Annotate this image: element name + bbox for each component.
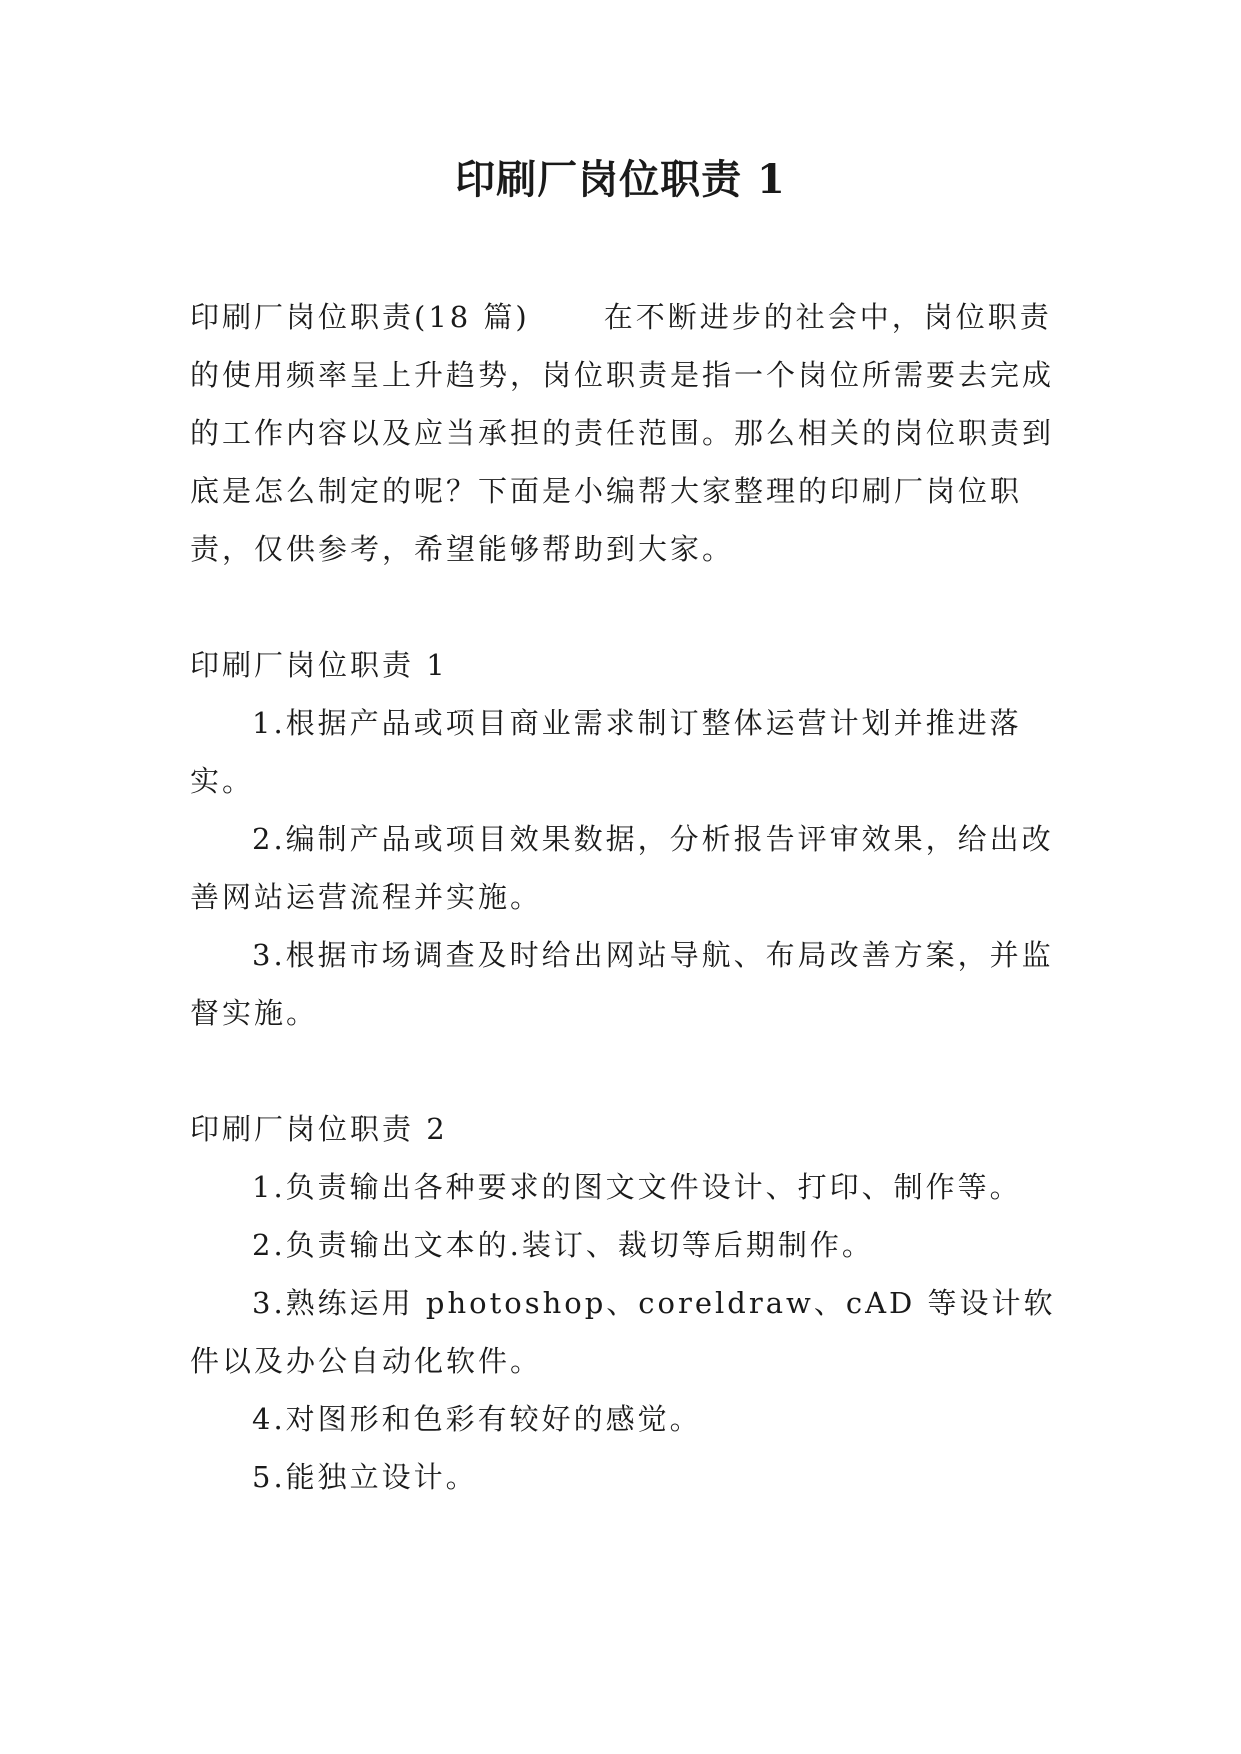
section-heading: 印刷厂岗位职责 1 [190, 648, 448, 682]
list-item: 2.编制产品或项目效果数据，分析报告评审效果，给出改善网站运营流程并实施。 [190, 822, 1054, 914]
list-item: 3.根据市场调查及时给出网站导航、布局改善方案，并监督实施。 [190, 938, 1054, 1030]
section-1 [190, 636, 1062, 1042]
document-body [190, 288, 1062, 1506]
intro-body: 在不断进步的社会中，岗位职责的使用频率呈上升趋势，岗位职责是指一个岗位所需要去完成的工作内容以及应当承担的责任范围。那么相关的岗位职责到底是怎么制定的呢？下面是小编帮大家整理的印刷厂岗位职责，仅供参考，希望能够帮助到大家。 [190, 300, 1055, 566]
section-heading: 印刷厂岗位职责 2 [190, 1112, 448, 1146]
list-item: 4.对图形和色彩有较好的感觉。 [252, 1402, 702, 1436]
list-item: 5.能独立设计。 [252, 1460, 478, 1494]
intro-paragraph [190, 288, 1062, 578]
list-item: 2.负责输出文本的.装订、裁切等后期制作。 [252, 1228, 874, 1262]
intro-lead: 印刷厂岗位职责(18 篇) [190, 300, 530, 334]
document-title: 印刷厂岗位职责 1 [455, 156, 786, 203]
list-item: 1.负责输出各种要求的图文文件设计、打印、制作等。 [252, 1170, 1022, 1204]
section-2 [190, 1100, 1062, 1506]
list-item: 1.根据产品或项目商业需求制订整体运营计划并推进落实。 [190, 706, 1022, 798]
list-item: 3.熟练运用 photoshop、coreldraw、cAD 等设计软件以及办公自动化软件。 [190, 1286, 1056, 1378]
